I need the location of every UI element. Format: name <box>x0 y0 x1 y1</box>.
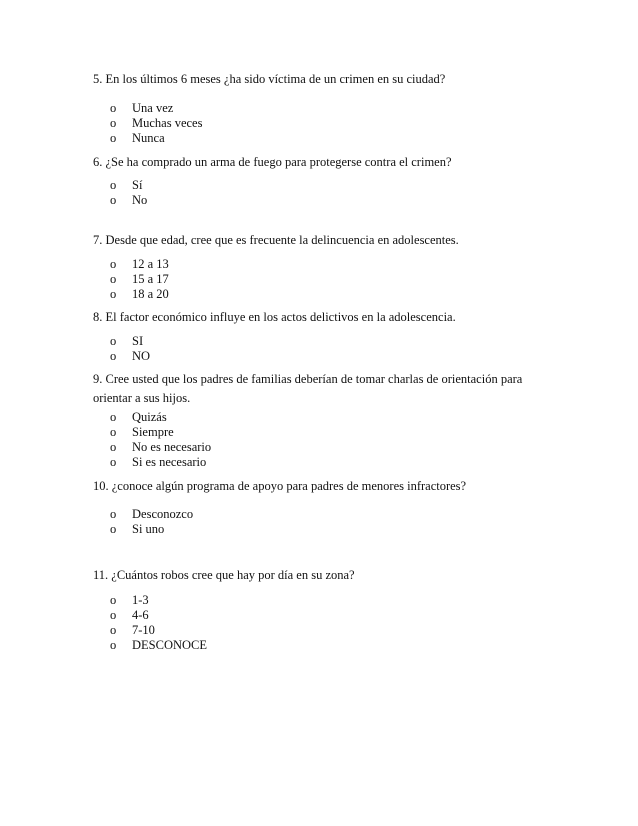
question-7: 7. Desde que edad, cree que es frecuente la delincuencia en adolescentes. <box>93 233 459 247</box>
bullet-icon: o <box>110 455 117 469</box>
question-10: 10. ¿conoce algún programa de apoyo para padres de menores infractores? <box>93 479 467 493</box>
option-item <box>110 608 207 623</box>
option-item <box>110 349 150 364</box>
option-item <box>110 101 202 116</box>
bullet-icon: o <box>110 287 117 301</box>
option-item <box>110 440 211 455</box>
bullet-icon: o <box>110 131 117 145</box>
options-question-10 <box>110 507 193 537</box>
option-label: 12 a 13 <box>132 257 169 271</box>
bullet-icon: o <box>110 349 117 363</box>
option-item <box>110 116 202 131</box>
options-question-9 <box>110 410 211 470</box>
bullet-icon: o <box>110 593 117 607</box>
option-label: 15 a 17 <box>132 272 169 286</box>
option-label: DESCONOCE <box>132 638 208 652</box>
options-question-6 <box>110 178 147 208</box>
option-label: No es necesario <box>132 440 212 454</box>
option-label: Nunca <box>132 131 165 145</box>
option-label: 4-6 <box>132 608 149 622</box>
question-11: 11. ¿Cuántos robos cree que hay por día en su zona? <box>93 568 355 582</box>
bullet-icon: o <box>110 507 117 521</box>
option-item <box>110 425 211 440</box>
bullet-icon: o <box>110 410 117 424</box>
option-label: No <box>132 193 148 207</box>
option-item <box>110 193 147 208</box>
option-label: 7-10 <box>132 623 155 637</box>
option-item <box>110 287 169 302</box>
bullet-icon: o <box>110 522 117 536</box>
options-question-7 <box>110 257 169 302</box>
question-9: 9. Cree usted que los padres de familias deberían de tomar charlas de orientación para orientar a sus hijos. <box>93 372 523 405</box>
question-8: 8. El factor económico influye en los actos delictivos en la adolescencia. <box>93 310 456 324</box>
bullet-icon: o <box>110 623 117 637</box>
bullet-icon: o <box>110 440 117 454</box>
options-question-8 <box>110 334 150 364</box>
option-item <box>110 272 169 287</box>
option-item <box>110 178 147 193</box>
question-5: 5. En los últimos 6 meses ¿ha sido víctima de un crimen en su ciudad? <box>93 72 446 86</box>
question-6: 6. ¿Se ha comprado un arma de fuego para protegerse contra el crimen? <box>93 155 452 169</box>
bullet-icon: o <box>110 638 117 652</box>
bullet-icon: o <box>110 608 117 622</box>
bullet-icon: o <box>110 425 117 439</box>
bullet-icon: o <box>110 257 117 271</box>
option-item <box>110 131 202 146</box>
option-item <box>110 334 150 349</box>
option-item <box>110 410 211 425</box>
option-item <box>110 507 193 522</box>
option-item <box>110 638 207 653</box>
option-label: Si uno <box>132 522 165 536</box>
option-item <box>110 257 169 272</box>
options-question-5 <box>110 101 202 146</box>
option-item <box>110 455 211 470</box>
option-label: 18 a 20 <box>132 287 169 301</box>
option-label: 1-3 <box>132 593 149 607</box>
option-label: Sí <box>132 178 143 192</box>
bullet-icon: o <box>110 116 117 130</box>
options-question-11 <box>110 593 207 653</box>
bullet-icon: o <box>110 193 117 207</box>
option-label: Si es necesario <box>132 455 207 469</box>
option-item <box>110 522 193 537</box>
option-item <box>110 623 207 638</box>
option-item <box>110 593 207 608</box>
option-label: Siempre <box>132 425 174 439</box>
option-label: Muchas veces <box>132 116 203 130</box>
option-label: Desconozco <box>132 507 194 521</box>
option-label: SI <box>132 334 144 348</box>
bullet-icon: o <box>110 101 117 115</box>
option-label: Quizás <box>132 410 167 424</box>
bullet-icon: o <box>110 334 117 348</box>
bullet-icon: o <box>110 272 117 286</box>
option-label: Una vez <box>132 101 174 115</box>
bullet-icon: o <box>110 178 117 192</box>
option-label: NO <box>132 349 151 363</box>
